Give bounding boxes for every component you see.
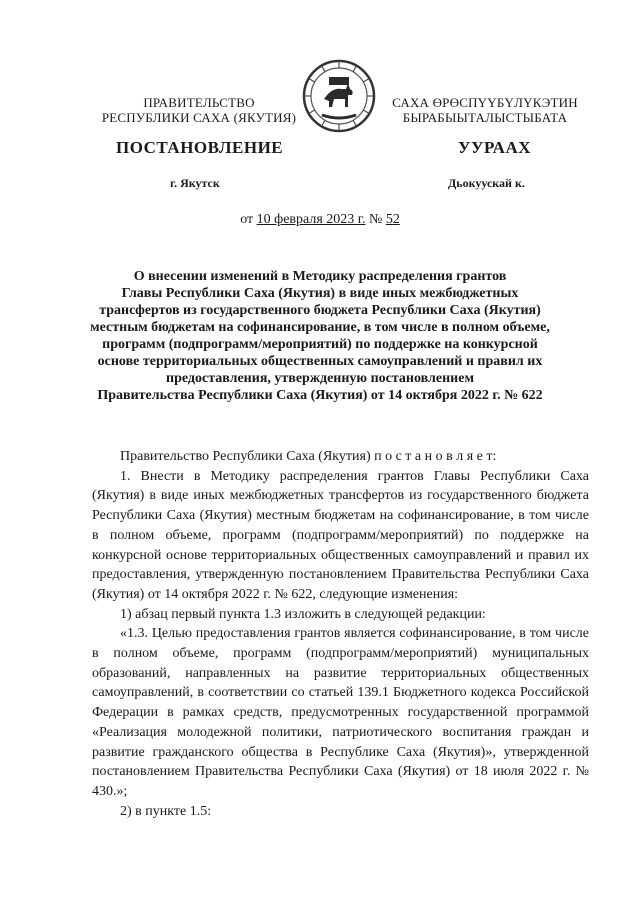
document-body	[92, 447, 589, 821]
title-line: программ (подпрограмм/мероприятий) по поддержке на конкурсной	[102, 337, 538, 352]
document-dateline	[0, 212, 640, 228]
date-prefix: от	[240, 212, 254, 227]
body-paragraph-subitem-1: 1) абзац первый пункта 1.3 изложить в следующей редакции:	[120, 606, 486, 622]
title-line: предоставления, утвержденную постановлением	[166, 371, 474, 386]
number-label: №	[368, 212, 383, 227]
coat-of-arms-icon	[302, 59, 376, 133]
government-name-ru-line1: ПРАВИТЕЛЬСТВО	[143, 95, 255, 110]
document-date: 10 февраля 2023 г.	[256, 212, 366, 227]
body-paragraph-subitem-2: 2) в пункте 1.5:	[120, 803, 212, 819]
title-line: трансфертов из государственного бюджета Республики Саха (Якутия)	[99, 303, 541, 318]
title-line: основе территориальных общественных самоуправлений и правил их	[97, 354, 543, 369]
city-ru: г. Якутск	[170, 176, 220, 190]
title-line: Правительства Республики Саха (Якутия) от 14 октября 2022 г. № 622	[97, 388, 543, 403]
body-paragraph-quote-1-3: «1.3. Целью предоставления грантов является софинансирование, в том числе в полном объеме, программ (подпрограмм/мероприятий) муниципальных образований, направленных на развитие территориальных общественных самоуправлений, в соответствии со статьей 139.1 Бюджетного кодекса Российской Федерации в рамках средств, предусмотренных государственной программой «Реализация молодежной политики, патриотического воспитания граждан и развитие гражданского общества в Республике Саха (Якутия)», утвержденной постановлением Правительства Республики Саха (Якутия) от 18 июля 2022 г. № 430.»;	[92, 626, 589, 799]
doc-type-sakha: УУРААХ	[458, 138, 531, 157]
emblem-svg	[302, 59, 376, 133]
body-paragraph-preamble: Правительство Республики Саха (Якутия) п о с т а н о в л я е т:	[120, 449, 497, 464]
title-line: местным бюджетам на софинансирование, в том числе в полном объеме,	[90, 320, 550, 335]
city-sakha: Дьокуускай к.	[448, 176, 525, 190]
title-line: Главы Республики Саха (Якутия) в виде иных межбюджетных	[121, 286, 519, 301]
body-paragraph-item-1: 1. Внести в Методику распределения грантов Главы Республики Саха (Якутия) в виде иных межбюджетных трансфертов из государственного бюджета Республики Саха (Якутия) местным бюджетам на софинансирование, в том числе в полном объеме, программ (подпрограмм/мероприятий) по поддержке на конкурсной основе территориальных общественных самоуправлений и правил их предоставления, утвержденную постановлением Правительства Республики Саха (Якутия) от 14 октября 2022 г. № 622, следующие изменения:	[92, 468, 589, 602]
document-title	[60, 268, 580, 404]
government-name-sakha-line2: БЫРАБЫЫТАЛЫСТЫБАТА	[402, 110, 568, 125]
doc-type-ru: ПОСТАНОВЛЕНИЕ	[116, 138, 284, 157]
document-number: 52	[385, 212, 400, 227]
government-name-sakha-line1: САХА ӨРӨСПҮҮБҮЛҮКЭТИН	[392, 95, 578, 110]
government-name-ru-line2: РЕСПУБЛИКИ САХА (ЯКУТИЯ)	[101, 110, 297, 125]
government-name-ru	[88, 95, 310, 125]
government-name-sakha	[380, 95, 590, 125]
title-line: О внесении изменений в Методику распределения грантов	[133, 269, 507, 284]
